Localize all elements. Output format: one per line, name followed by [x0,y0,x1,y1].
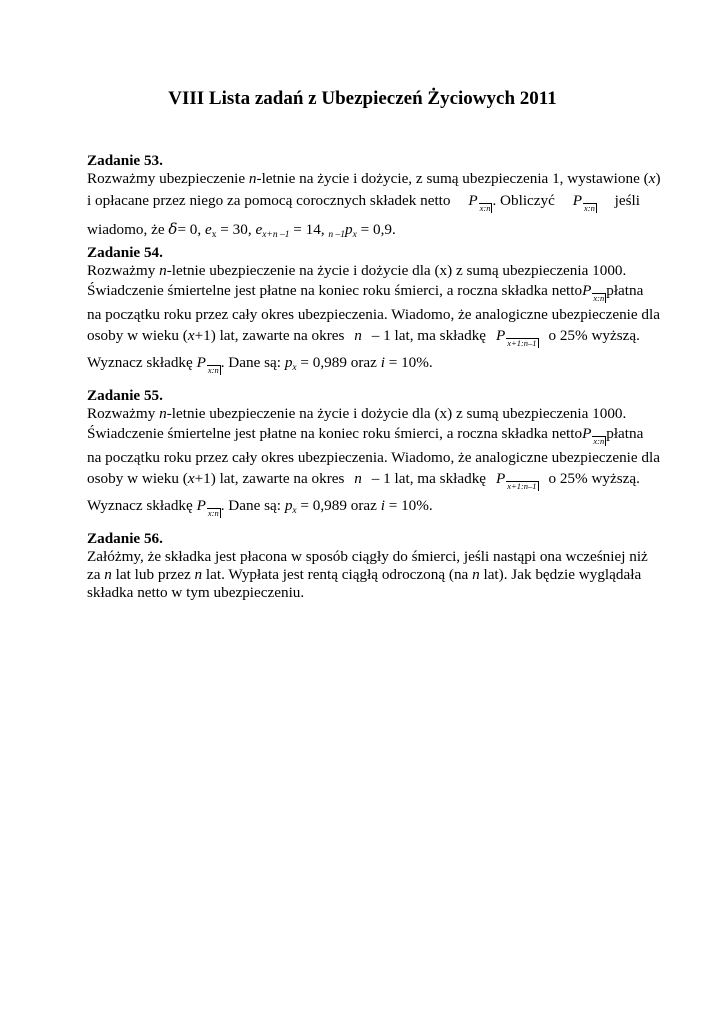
task-56 [87,530,648,602]
var-x: x [648,170,656,187]
premium-symbol: P x:n [572,192,595,213]
task-line: Wyznacz składkę P x:n . Dane są: $p_x = 0,989$ oraz i = 10%. [87,354,433,375]
task-line: wiadomo, że δ= 0, $e_x = 30$, $e_{x+n -1} = 14$, $_{n -1}p_x = 0,9$. [87,220,396,240]
premium-symbol: P x:n [582,425,605,446]
text: i opłacane przez niego za pomocą corocznych składek netto [87,192,451,209]
task-heading: Zadanie 56. [87,530,163,547]
task-line: Wyznacz składkę P x:n . Dane są: $p_x = 0,989$ oraz i = 10%. [87,497,433,518]
premium-symbol: P x:n [196,354,219,375]
task-line: Świadczenie śmiertelne jest płatne na koniec roku śmierci, a roczna składka netto P x:n płatna [87,425,644,446]
task-line: Rozważmy n-letnie ubezpieczenie na życie i dożycie dla (x) z sumą ubezpieczenia 1000. [87,405,627,422]
task-line: osoby w wieku (x+1) lat, zawarte na okres n – 1 lat, ma składkę P x+1:n–1 o 25% wyższą. [87,327,640,348]
delta-symbol: δ [168,220,178,238]
var-n: n [248,170,257,187]
task-line: osoby w wieku (x+1) lat, zawarte na okres n – 1 lat, ma składkę P x+1:n–1 o 25% wyższą. [87,470,640,491]
task-line: za n lat lub przez n lat. Wypłata jest rentą ciągłą odroczoną (na n lat). Jak będzie wyglądała [87,566,642,583]
premium-symbol: P x+1:n–1 [495,327,537,348]
premium-symbol: P x:n [468,192,491,213]
task-line: składka netto w tym ubezpieczeniu. [87,584,305,601]
text: jeśli [614,192,640,209]
premium-symbol: P x:n [582,282,605,303]
task-line: Załóżmy, że składka jest płacona w sposób ciągły do śmierci, jeśli nastąpi ona wcześniej niż [87,548,648,565]
task-line [87,188,640,214]
task-heading: Zadanie 53. [87,152,163,169]
page-title: VIII Lista zadań z Ubezpieczeń Życiowych 2011 [168,88,557,109]
task-heading: Zadanie 55. [87,387,163,404]
task-line: na początku roku przez cały okres ubezpieczenia. Wiadomo, że analogiczne ubezpieczenie dla [87,449,660,466]
premium-symbol: P x:n [196,497,219,518]
task-heading: Zadanie 54. [87,244,163,261]
text: Rozważmy ubezpieczenie [87,170,249,187]
text: -letnie na życie i dożycie, z sumą ubezpieczenia 1, wystawione ( [256,170,649,187]
text: . Obliczyć [492,192,555,209]
premium-symbol: P x+1:n–1 [495,470,537,491]
task-line [87,170,661,188]
task-line: Świadczenie śmiertelne jest płatne na koniec roku śmierci, a roczna składka netto P x:n płatna [87,282,644,303]
task-54 [87,244,660,375]
task-line: na początku roku przez cały okres ubezpieczenia. Wiadomo, że analogiczne ubezpieczenie dla [87,306,660,323]
task-55 [87,387,660,518]
text: ) [655,170,661,187]
task-53 [87,152,661,240]
task-line: Rozważmy n-letnie ubezpieczenie na życie i dożycie dla (x) z sumą ubezpieczenia 1000. [87,262,627,279]
text: wiadomo, że [87,221,165,238]
